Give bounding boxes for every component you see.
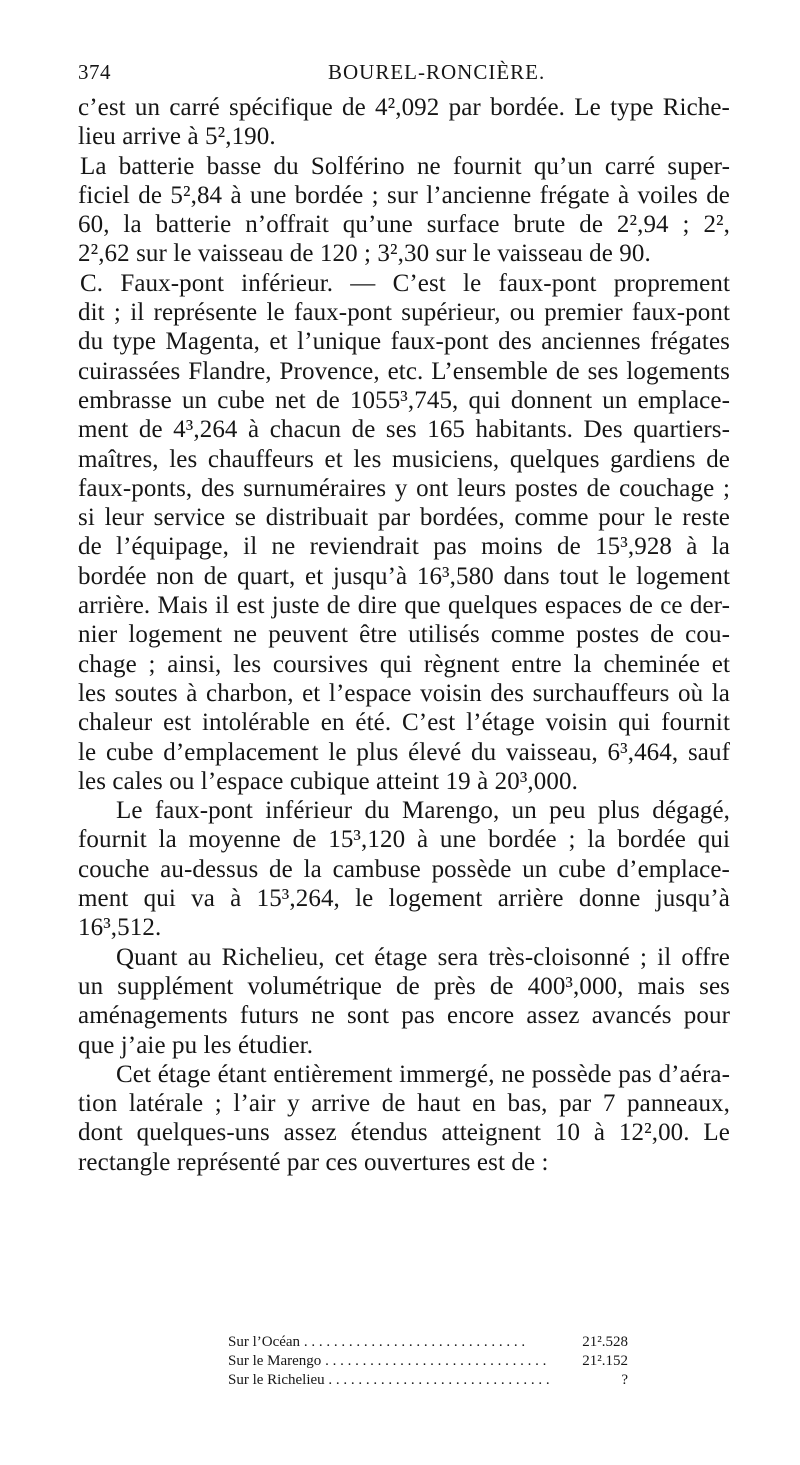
text-line: 60, la batterie n’offrait qu’une surface brute de 2²,94 ; 2², <box>78 211 730 239</box>
text-line: dont quelques-uns assez étendus atteignent 10 à 12²,00. Le <box>78 1119 730 1147</box>
table-row-label: Sur le Richelieu . . . <box>228 1371 558 1390</box>
text-line: 16³,512. <box>78 914 162 942</box>
table-row-value: 21².528 <box>582 1334 628 1350</box>
text-line: couche au-dessus de la cambuse possède un cube d’emplace- <box>78 855 730 883</box>
text-line: embrasse un cube net de 1055³,745, qui donnent un emplace- <box>78 386 730 414</box>
text-line: les cales ou l’espace cubique atteint 19 à 20³,000. <box>78 767 578 795</box>
page-header <box>78 60 728 90</box>
text-line: bordée non de quart, et jusqu’à 16³,580 dans tout le logement <box>78 562 730 590</box>
text-line: de l’équipage, il ne reviendrait pas moins de 15³,928 à la <box>78 533 730 561</box>
text-line: lieu arrive à 5²,190. <box>78 123 276 151</box>
text-line: les soutes à charbon, et l’espace voisin des surchauffeurs où la <box>78 679 730 707</box>
text-line: 2²,62 sur le vaisseau de 120 ; 3²,30 sur le vaisseau de 90. <box>78 240 651 268</box>
table-row-value: 21².152 <box>582 1353 628 1369</box>
area-table <box>228 1333 628 1390</box>
text-line: La batterie basse du Solférino ne fournit qu’un carré super- <box>80 152 730 180</box>
text-line: faux-ponts, des surnuméraires y ont leurs postes de couchage ; <box>78 474 730 502</box>
text-line: tion latérale ; l’air y arrive de haut en bas, par 7 panneaux, <box>78 1090 730 1118</box>
page-number: 374 <box>78 60 111 84</box>
section-heading-line: C. Faux-pont inférieur. — C’est le faux-pont proprement <box>80 269 730 297</box>
text-line: cuirassées Flandre, Provence, etc. L’ensemble de ses logements <box>78 357 730 385</box>
text-line: c’est un carré spécifique de 4²,092 par bordée. Le type Riche- <box>78 94 730 121</box>
text-line: si leur service se distribuait par bordées, comme pour le reste <box>78 504 730 532</box>
table-row <box>228 1333 628 1352</box>
table-row-label: Sur le Marengo . . . <box>228 1352 558 1371</box>
text-line: Le faux-pont inférieur du Marengo, un peu plus dégagé, <box>116 797 730 825</box>
text-line: aménagements futurs ne sont pas encore assez avancés pour <box>78 1002 730 1030</box>
text-line: le cube d’emplacement le plus élevé du vaisseau, 6³,464, sauf <box>78 738 730 766</box>
text-line: ment qui va à 15³,264, le logement arrière donne jusqu’à <box>78 885 730 913</box>
text-line: nier logement ne peuvent être utilisés comme postes de cou- <box>78 621 730 649</box>
text-line: arrière. Mais il est juste de dire que quelques espaces de ce der- <box>78 592 730 620</box>
text-line: ment de 4³,264 à chacun de ses 165 habitants. Des quartiers- <box>78 416 730 444</box>
text-line: rectangle représenté par ces ouvertures est de : <box>78 1148 549 1176</box>
body-text <box>78 93 730 1177</box>
table-row <box>228 1371 628 1390</box>
text-line: du type Magenta, et l’unique faux-pont des anciennes frégates <box>78 328 730 356</box>
text-line: Quant au Richelieu, cet étage sera très-cloisonné ; il offre <box>116 943 730 971</box>
text-line: Cet étage étant entièrement immergé, ne possède pas d’aéra- <box>116 1060 730 1088</box>
text-line: chaleur est intolérable en été. C’est l’étage voisin qui fournit <box>78 709 730 737</box>
running-title: BOUREL-RONCIÈRE. <box>328 60 546 84</box>
text-line: un supplément volumétrique de près de 400³,000, mais ses <box>78 972 730 1000</box>
text-line: dit ; il représente le faux-pont supérieur, ou premier faux-pont <box>78 299 730 327</box>
text-line: que j’aie pu les étudier. <box>78 1031 314 1059</box>
text-line: maîtres, les chauffeurs et les musiciens, quelques gardiens de <box>78 445 730 473</box>
table-row-label: Sur l’Océan . . . <box>228 1333 558 1352</box>
text-line: fournit la moyenne de 15³,120 à une bordée ; la bordée qui <box>78 826 730 854</box>
text-line: ficiel de 5²,84 à une bordée ; sur l’ancienne frégate à voiles de <box>78 181 730 209</box>
table-row-value: ? <box>621 1372 628 1388</box>
table-row <box>228 1352 628 1371</box>
text-line: chage ; ainsi, les coursives qui règnent entre la cheminée et <box>78 650 730 678</box>
